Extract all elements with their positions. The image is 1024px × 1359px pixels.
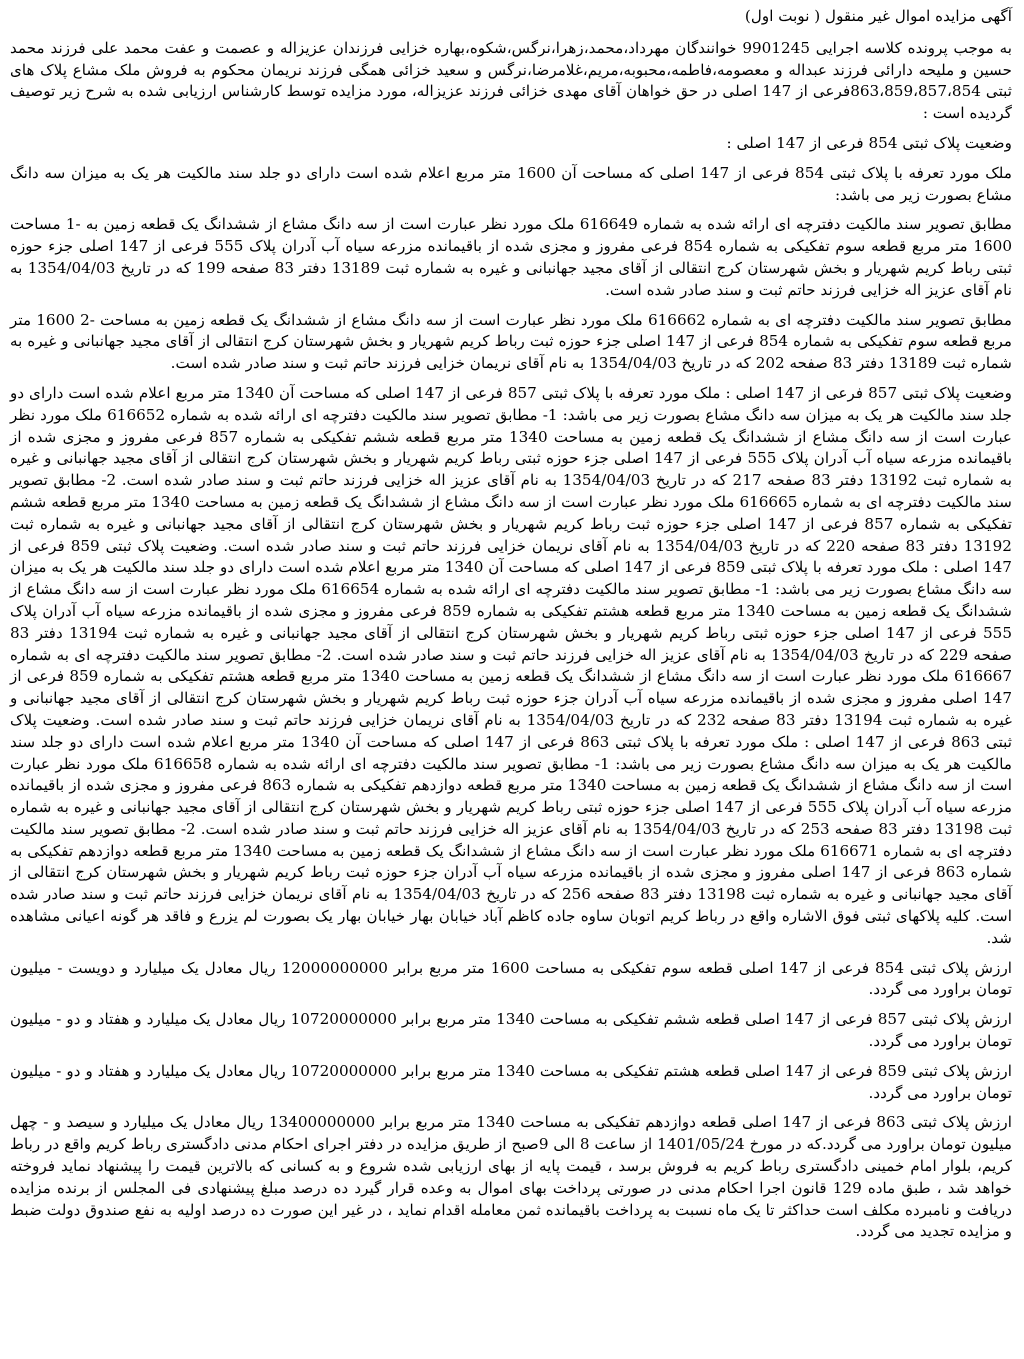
plots-857-859-863-details: وضعیت پلاک ثبتی 857 فرعی از 147 اصلی : ملک مورد تعرفه با پلاک ثبتی 857 فرعی از 147 اصلی که مساحت آن 1340 متر مربع اعلام شده است دارای دو جلد سند مالکیت هر یک به میزان سه دانگ مشاع بصورت زیر می باشد: 1- مطابق تصویر سند مالکیت دفترچه ای ارائه شده به شماره 616652 ملک مورد نظر عبارت است از سه دانگ مشاع از ششدانگ یک قطعه زمین به مساحت 1340 متر مربع قطعه ششم تفکیکی به شماره 857 فرعی مفروز و مجزی شده از باقیمانده مزرعه سیاه آب آدران پلاک 555 فرعی از 147 اصلی جزء حوزه ثبتی رباط کریم شهریار و بخش شهرستان کرج انتقالی از آقای مجید جهانبانی و غیره به شماره ثبت 13192 دفتر 83 صفحه 217 که در تاریخ 1354/04/03 به نام آقای عزیز اله خزایی فرزند حاتم ثبت و سند صادر شده است. 2- مطابق تصویر سند مالکیت دفترچه ای به شماره 616665 ملک مورد نظر عبارت است از سه دانگ مشاع از ششدانگ یک قطعه زمین به مساحت 1340 متر مربع قطعه ششم تفکیکی به شماره 857 فرعی از 147 اصلی جزء حوزه ثبت رباط کریم شهریار و بخش شهرستان کرج انتقالی از آقای مجید جهانبانی و غیره به شماره ثبت 13192 دفتر 83 صفحه 220 که در تاریخ 1354/04/03 به نام آقای نریمان خزایی فرزند حاتم ثبت و سند صادر شده است. وضعیت پلاک ثبتی 859 فرعی از 147 اصلی : ملک مورد تعرفه با پلاک ثبتی 859 فرعی از 147 اصلی که مساحت آن 1340 متر مربع اعلام شده است دارای دو جلد سند مالکیت هر یک به میزان سه دانگ مشاع بصورت زیر می باشد: 1- مطابق تصویر سند مالکیت دفترچه ای ارائه شده به شماره 616654 ملک مورد نظر عبارت است از سه دانگ مشاع از ششدانگ یک قطعه زمین به مساحت 1340 متر مربع قطعه هشتم تفکیکی به شماره 859 فرعی مفروز و مجزی شده از باقیمانده مزرعه سیاه آب آدران پلاک 555 فرعی از 147 اصلی جزء حوزه ثبتی رباط کریم شهریار و بخش شهرستان کرج انتقالی از آقای مجید جهانبانی و غیره به شماره ثبت 13194 دفتر 83 صفحه 229 که در تاریخ 1354/04/03 به نام آقای عزیز اله خزایی فرزند حاتم ثبت و سند صادر شده است. 2- مطابق تصویر سند مالکیت دفترچه ای به شماره 616667 ملک مورد نظر عبارت است از سه دانگ مشاع از ششدانگ یک قطعه زمین به مساحت 1340 متر مربع قطعه هشتم تفکیکی به شماره 859 فرعی از 147 اصلی مفروز و مجزی شده از باقیمانده مزرعه سیاه آب آدران جزء حوزه ثبت رباط کریم شهریار و بخش شهرستان کرج انتقالی از آقای مجید جهانبانی و غیره به شماره ثبت 13194 دفتر 83 صفحه 232 که در تاریخ 1354/04/03 به نام آقای نریمان خزایی فرزند حاتم ثبت و سند صادر شده است. وضعیت پلاک ثبتی 863 فرعی از 147 اصلی : ملک مورد تعرفه با پلاک ثبتی 863 فرعی از 147 اصلی که مساحت آن 1340 متر مربع اعلام شده است دارای دو جلد سند مالکیت هر یک به میزان سه دانگ مشاع بصورت زیر می باشد: 1- مطابق تصویر سند مالکیت دفترچه ای ارائه شده به شماره 616658 ملک مورد نظر عبارت است از سه دانگ مشاع از ششدانگ یک قطعه زمین به مساحت 1340 متر مربع قطعه دوازدهم تفکیکی به شماره 863 فرعی مفروز و مجزی شده از باقیمانده مزرعه سیاه آب آدران پلاک 555 فرعی از 147 اصلی جزء حوزه ثبتی رباط کریم شهریار و بخش شهرستان کرج انتقالی از آقای مجید جهانبانی و غیره به شماره ثبت 13198 دفتر 83 صفحه 253 که در تاریخ 1354/04/03 به نام آقای عزیز اله خزایی فرزند حاتم ثبت و سند صادر شده است. 2- مطابق تصویر سند مالکیت دفترچه ای به شماره 616671 ملک مورد نظر عبارت است از سه دانگ مشاع از ششدانگ یک قطعه زمین به مساحت 1340 متر مربع قطعه دوازدهم تفکیکی به شماره 863 فرعی از 147 اصلی مفروز و مجزی شده از باقیمانده مزرعه سیاه آب آدران جزء حوزه ثبت رباط کریم شهریار و بخش شهرستان کرج انتقالی از آقای مجید جهانبانی و غیره به شماره ثبت 13198 دفتر 83 صفحه 256 که در تاریخ 1354/04/03 به نام آقای نریمان خزایی فرزند حاتم ثبت و سند صادر شده است. کلیه پلاکهای ثبتی فوق الاشاره واقع در رباط کریم اتوبان ساوه جاده کاظم آباد خیابان بهار خیابان بهار یک بصورت لم یزرع و فاقد هر گونه اعیانی مشاهده شد. [10,383,1013,947]
notice-title: آگهی مزایده اموال غیر منقول ( نوبت اول) [744,7,1012,25]
intro-paragraph: به موجب پرونده کلاسه اجرایی 9901245 خوانندگان مهرداد،محمد،زهرا،نرگس،شکوه،بهاره خزایی فرزندان عزیزاله و عصمت و عفت محمد علی فرزند محمد حسین و ملیحه دارائی فرزند عبداله و معصومه،فاطمه،محبوبه،مریم،غلامرضا،نرگس و سعید خزائی همگی فرزند نریمان محکوم به فروش ملک مشاع پلاک های ثبتی 863،859،857،854فرعی از 147 اصلی در حق خواهان آقای مهدی خزائی فرزند عزیزاله، مورد مزایده توسط کارشناس ارزیابی شده به شرح زیر توصیف گردیده است : [10,38,1012,123]
valuation-854: ارزش پلاک ثبتی 854 فرعی از 147 اصلی قطعه سوم تفکیکی به مساحت 1600 متر مربع برابر 12000000000 ریال معادل یک میلیارد و دویست - میلیون تومان براورد می گردد. [10,958,1013,999]
plot-854-description: ملک مورد تعرفه با پلاک ثبتی 854 فرعی از 147 اصلی که مساحت آن 1600 متر مربع اعلام شده است دارای دو جلد سند مالکیت هر یک به میزان سه دانگ مشاع بصورت زیر می باشد: [10,163,1012,204]
plot-854-heading: وضعیت پلاک ثبتی 854 فرعی از 147 اصلی : [726,133,1012,152]
valuation-857: ارزش پلاک ثبتی 857 فرعی از 147 اصلی قطعه ششم تفکیکی به مساحت 1340 متر مربع برابر 10720000000 ریال معادل یک میلیارد و هفتاد و دو - میلیون تومان براورد می گردد. [10,1010,1012,1051]
plot-854-deed-2: مطابق تصویر سند مالکیت دفترچه ای به شماره 616662 ملک مورد نظر عبارت است از سه دانگ مشاع از ششدانگ یک قطعه زمین به مساحت -2 1600 متر مربع قطعه سوم تفکیکی به شماره 854 فرعی از 147 اصلی جزء حوزه ثبت رباط کریم شهریار و بخش شهرستان کرج انتقالی از آقای مجید جهانبانی و غیره به شماره ثبت 13189 دفتر 83 صفحه 202 که در تاریخ 1354/04/03 به نام آقای نریمان خزایی فرزند حاتم ثبت و سند صادر شده است. [10,310,1013,373]
valuation-863-and-auction-terms: ارزش پلاک ثبتی 863 فرعی از 147 اصلی قطعه دوازدهم تفکیکی به مساحت 1340 متر مربع برابر 13400000000 ریال معادل یک میلیارد و سیصد و - چهل میلیون تومان براورد می گردد.که در مورخ 1401/05/24 از ساعت 8 الی 9صبح از طریق مزایده در دفتر اجرای احکام مدنی دادگستری رباط کریم واقع در رباط کریم، بلوار امام خمینی دادگستری رباط کریم به فروش برسد ، قیمت پایه از بهای ارزیابی شده شروع و به کسانی که بالاترین قیمت را پیشنهاد نماید فروخته خواهد شد ، طبق ماده 129 قانون اجرا احکام مدنی در صورتی پرداخت بهای اموال به وعده قرار گیرد ده درصد مبلغ پیشنهادی فی المجلس از برنده مزایده دریافت و نامبرده مکلف است حداکثر تا یک ماه نسبت به پرداخت باقیمانده ثمن معامله اقدام نماید ، در غیر این صورت ده درصد اولیه به نفع صندوق دولت ضبط و مزایده تجدید می گردد. [10,1113,1013,1241]
valuation-859: ارزش پلاک ثبتی 859 فرعی از 147 اصلی قطعه هشتم تفکیکی به مساحت 1340 متر مربع برابر 10720000000 ریال معادل یک میلیارد و هفتاد و دو - میلیون تومان براورد می گردد. [10,1061,1012,1102]
plot-854-deed-1: مطابق تصویر سند مالکیت دفترچه ای ارائه شده به شماره 616649 ملک مورد نظر عبارت است از سه دانگ مشاع از ششدانگ یک قطعه زمین به -1 مساحت 1600 متر مربع قطعه سوم تفکیکی به شماره 854 فرعی مفروز و مجزی شده از باقیمانده مزرعه سیاه آب آدران پلاک 555 فرعی از 147 اصلی جزء حوزه ثبتی رباط کریم شهریار و بخش شهرستان کرج انتقالی از آقای مجید جهانبانی و غیره به شماره ثبت 13189 دفتر 83 صفحه 199 که در تاریخ 1354/04/03 به نام آقای عزیز اله خزایی فرزند حاتم ثبت و سند صادر شده است. [10,215,1012,299]
